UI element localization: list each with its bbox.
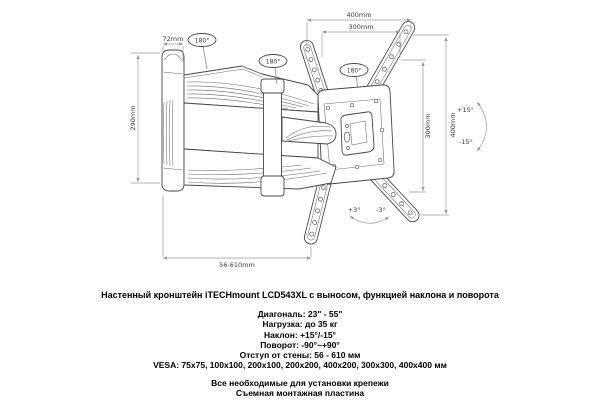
spec-removable-plate: Съемная монтажная пластина [235, 387, 365, 398]
tilt-minus-label: -15° [459, 138, 473, 146]
swivel-label-1: 180° [194, 37, 210, 45]
spec-load: Нагрузка: до 35 кг [262, 319, 338, 330]
spec-swivel: Поворот: -90°~+90° [260, 339, 340, 350]
tilt-plus-label: +15° [457, 106, 474, 114]
spec-vesa: VESA: 75x75, 100x100, 200x100, 200x200, 400x200, 300x300, 400x400 мм [153, 360, 447, 371]
spec-diagonal: Диагональ: 23" - 55" [257, 309, 343, 319]
spec-hardware-included: Все необходимые для установки крепежи [211, 377, 389, 388]
dim-label-plate-height: 290mm [129, 105, 137, 131]
swivel-label-3: 180° [346, 67, 362, 75]
spec-footer [0, 378, 600, 398]
dim-label-depth: 72mm [162, 35, 184, 43]
spec-tilt: Наклон: +15°/-15° [264, 329, 336, 340]
wall-plate [162, 50, 184, 191]
dim-label-height-outer: 400mm [449, 112, 457, 138]
swivel-label-2: 180° [265, 58, 281, 66]
roll-arc [350, 216, 389, 223]
dim-label-extension: 56-610mm [219, 261, 255, 269]
roll-minus-label: -3° [376, 206, 386, 214]
dim-label-width-inner: 300mm [348, 23, 374, 31]
roll-plus-label: +3° [347, 206, 361, 214]
dim-label-width-outer: 400mm [346, 11, 372, 19]
tilt-arc [477, 102, 487, 151]
spec-text-block [0, 278, 600, 398]
product-title: Настенный кронштейн iTECHmount LCD543XL с выносом, функцией наклона и поворота [101, 290, 499, 300]
spec-wall-distance: Отступ от стены: 56 - 610 мм [239, 350, 361, 361]
dim-label-height-inner: 300mm [424, 113, 432, 139]
